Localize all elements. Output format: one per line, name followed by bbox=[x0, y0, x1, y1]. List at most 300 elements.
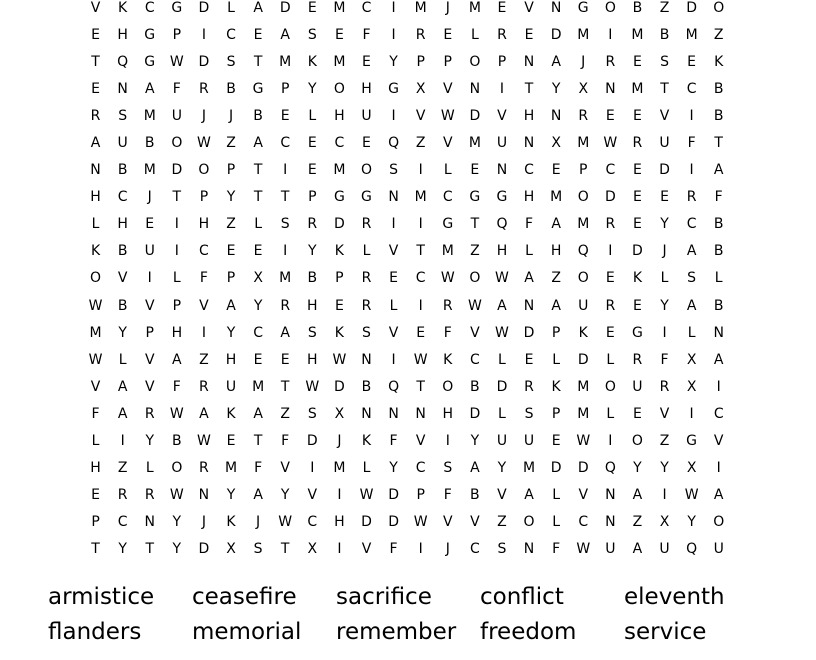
grid-letter[interactable]: Y bbox=[172, 541, 182, 558]
grid-letter[interactable]: A bbox=[686, 297, 697, 314]
grid-letter[interactable]: Z bbox=[659, 433, 670, 450]
grid-letter[interactable]: N bbox=[523, 135, 535, 152]
grid-letter[interactable]: E bbox=[632, 162, 642, 179]
grid-letter[interactable]: C bbox=[117, 189, 128, 206]
grid-letter[interactable]: K bbox=[334, 243, 344, 260]
grid-letter[interactable]: L bbox=[525, 243, 533, 260]
grid-letter[interactable]: N bbox=[198, 487, 210, 504]
grid-letter[interactable]: F bbox=[525, 216, 534, 233]
grid-letter[interactable]: U bbox=[713, 541, 724, 558]
grid-letter[interactable]: V bbox=[713, 433, 724, 450]
grid-letter[interactable]: C bbox=[442, 189, 453, 206]
grid-letter[interactable]: R bbox=[361, 216, 372, 233]
grid-letter[interactable]: S bbox=[497, 541, 507, 558]
grid-letter[interactable]: H bbox=[198, 216, 210, 233]
grid-letter[interactable]: K bbox=[714, 53, 724, 70]
grid-letter[interactable]: M bbox=[414, 0, 427, 16]
grid-letter[interactable]: I bbox=[201, 26, 206, 43]
grid-letter[interactable]: W bbox=[305, 378, 320, 395]
grid-letter[interactable]: W bbox=[495, 270, 509, 287]
grid-letter[interactable]: X bbox=[307, 541, 318, 558]
grid-letter[interactable]: V bbox=[361, 541, 372, 558]
grid-letter[interactable]: Y bbox=[660, 460, 669, 477]
grid-letter[interactable]: I bbox=[283, 243, 288, 260]
grid-letter[interactable]: R bbox=[199, 80, 209, 97]
grid-letter[interactable]: N bbox=[605, 514, 616, 531]
grid-letter[interactable]: B bbox=[713, 80, 724, 97]
grid-letter[interactable]: L bbox=[362, 243, 371, 260]
grid-letter[interactable]: A bbox=[253, 487, 263, 504]
grid-letter[interactable]: Y bbox=[280, 487, 290, 504]
grid-letter[interactable]: E bbox=[334, 26, 344, 43]
grid-letter[interactable]: U bbox=[225, 378, 237, 395]
grid-letter[interactable]: V bbox=[144, 351, 155, 368]
grid-letter[interactable]: D bbox=[496, 378, 508, 395]
grid-letter[interactable]: P bbox=[199, 189, 209, 206]
grid-letter[interactable]: C bbox=[469, 351, 480, 368]
grid-letter[interactable]: E bbox=[443, 26, 453, 43]
grid-letter[interactable]: D bbox=[198, 541, 210, 558]
grid-letter[interactable]: J bbox=[445, 0, 450, 16]
grid-letter[interactable]: Y bbox=[172, 514, 182, 531]
grid-letter[interactable]: D bbox=[469, 107, 481, 124]
grid-letter[interactable]: H bbox=[550, 243, 562, 260]
grid-letter[interactable]: G bbox=[361, 189, 372, 206]
grid-letter[interactable]: E bbox=[470, 162, 480, 179]
grid-letter[interactable]: Y bbox=[660, 216, 669, 233]
grid-letter[interactable]: L bbox=[227, 0, 235, 16]
grid-letter[interactable]: L bbox=[498, 405, 506, 422]
grid-letter[interactable]: K bbox=[632, 270, 643, 287]
grid-letter[interactable]: W bbox=[169, 53, 184, 70]
grid-letter[interactable]: V bbox=[199, 297, 209, 314]
grid-letter[interactable]: R bbox=[632, 351, 643, 368]
grid-letter[interactable]: S bbox=[660, 53, 669, 70]
grid-letter[interactable]: R bbox=[144, 405, 155, 422]
grid-letter[interactable]: K bbox=[226, 514, 236, 531]
grid-letter[interactable]: S bbox=[307, 405, 317, 422]
grid-letter[interactable]: R bbox=[307, 216, 318, 233]
grid-letter[interactable]: D bbox=[361, 514, 372, 531]
grid-letter[interactable]: V bbox=[415, 107, 426, 124]
grid-letter[interactable]: Q bbox=[686, 541, 698, 558]
grid-letter[interactable]: V bbox=[659, 405, 670, 422]
grid-letter[interactable]: T bbox=[91, 53, 100, 70]
grid-letter[interactable]: I bbox=[147, 270, 152, 287]
grid-letter[interactable]: H bbox=[361, 80, 372, 97]
grid-letter[interactable]: C bbox=[686, 80, 697, 97]
grid-letter[interactable]: V bbox=[470, 324, 480, 341]
grid-letter[interactable]: V bbox=[415, 433, 426, 450]
grid-letter[interactable]: E bbox=[253, 351, 263, 368]
grid-letter[interactable]: M bbox=[577, 26, 590, 43]
grid-letter[interactable]: B bbox=[470, 487, 480, 504]
grid-letter[interactable]: S bbox=[362, 324, 371, 341]
grid-letter[interactable]: M bbox=[143, 162, 156, 179]
grid-letter[interactable]: Z bbox=[117, 460, 128, 477]
grid-letter[interactable]: S bbox=[307, 26, 317, 43]
grid-letter[interactable]: N bbox=[415, 405, 426, 422]
grid-letter[interactable]: T bbox=[253, 53, 263, 70]
grid-letter[interactable]: A bbox=[253, 0, 263, 16]
grid-letter[interactable]: Q bbox=[117, 53, 129, 70]
grid-letter[interactable]: H bbox=[307, 297, 318, 314]
grid-letter[interactable]: Y bbox=[145, 433, 155, 450]
grid-letter[interactable]: G bbox=[252, 80, 264, 97]
grid-letter[interactable]: R bbox=[361, 270, 372, 287]
grid-letter[interactable]: X bbox=[686, 351, 697, 368]
grid-letter[interactable]: X bbox=[659, 514, 670, 531]
grid-letter[interactable]: I bbox=[499, 80, 505, 97]
grid-letter[interactable]: R bbox=[497, 26, 507, 43]
grid-letter[interactable]: C bbox=[253, 324, 263, 341]
grid-letter[interactable]: W bbox=[332, 351, 347, 368]
grid-letter[interactable]: E bbox=[551, 162, 561, 179]
grid-letter[interactable]: S bbox=[280, 216, 290, 233]
grid-letter[interactable]: V bbox=[90, 0, 101, 16]
grid-letter[interactable]: R bbox=[442, 297, 453, 314]
grid-letter[interactable]: W bbox=[88, 297, 103, 314]
grid-letter[interactable]: D bbox=[388, 514, 399, 531]
grid-letter[interactable]: R bbox=[578, 107, 589, 124]
grid-letter[interactable]: M bbox=[143, 107, 156, 124]
grid-letter[interactable]: X bbox=[253, 270, 263, 287]
grid-letter[interactable]: M bbox=[631, 26, 644, 43]
grid-letter[interactable]: P bbox=[443, 53, 452, 70]
grid-letter[interactable]: A bbox=[117, 405, 128, 422]
grid-letter[interactable]: R bbox=[117, 487, 128, 504]
grid-letter[interactable]: E bbox=[91, 487, 100, 504]
grid-letter[interactable]: U bbox=[361, 107, 372, 124]
grid-letter[interactable]: V bbox=[307, 487, 318, 504]
grid-letter[interactable]: E bbox=[605, 107, 615, 124]
grid-letter[interactable]: T bbox=[145, 541, 155, 558]
grid-letter[interactable]: D bbox=[198, 53, 210, 70]
grid-letter[interactable]: I bbox=[689, 107, 694, 124]
grid-letter[interactable]: A bbox=[524, 270, 534, 287]
grid-letter[interactable]: R bbox=[605, 297, 616, 314]
grid-letter[interactable]: N bbox=[388, 189, 399, 206]
grid-letter[interactable]: I bbox=[337, 487, 342, 504]
grid-letter[interactable]: Z bbox=[415, 135, 426, 152]
grid-letter[interactable]: A bbox=[253, 135, 263, 152]
grid-letter[interactable]: I bbox=[418, 297, 423, 314]
grid-letter[interactable]: H bbox=[117, 216, 128, 233]
grid-letter[interactable]: A bbox=[551, 216, 561, 233]
grid-letter[interactable]: Q bbox=[577, 243, 589, 260]
grid-letter[interactable]: X bbox=[686, 378, 697, 395]
grid-letter[interactable]: O bbox=[713, 0, 725, 16]
grid-letter[interactable]: B bbox=[307, 270, 318, 287]
grid-letter[interactable]: W bbox=[576, 433, 591, 450]
grid-letter[interactable]: P bbox=[579, 162, 588, 179]
grid-letter[interactable]: C bbox=[415, 460, 426, 477]
grid-letter[interactable]: L bbox=[606, 405, 615, 422]
grid-letter[interactable]: C bbox=[605, 162, 616, 179]
grid-letter[interactable]: M bbox=[89, 324, 102, 341]
grid-letter[interactable]: J bbox=[201, 514, 206, 531]
grid-letter[interactable]: R bbox=[280, 297, 291, 314]
grid-letter[interactable]: N bbox=[469, 80, 481, 97]
grid-letter[interactable]: X bbox=[415, 80, 426, 97]
grid-letter[interactable]: Z bbox=[632, 514, 643, 531]
grid-letter[interactable]: D bbox=[171, 162, 183, 179]
grid-letter[interactable]: O bbox=[90, 270, 102, 287]
grid-letter[interactable]: L bbox=[552, 487, 561, 504]
grid-letter[interactable]: B bbox=[226, 80, 236, 97]
grid-letter[interactable]: W bbox=[169, 487, 184, 504]
grid-letter[interactable]: Y bbox=[389, 53, 398, 70]
grid-letter[interactable]: M bbox=[279, 270, 292, 287]
grid-letter[interactable]: Z bbox=[226, 216, 236, 233]
grid-letter[interactable]: A bbox=[470, 460, 480, 477]
grid-letter[interactable]: B bbox=[713, 107, 724, 124]
grid-letter[interactable]: E bbox=[632, 297, 642, 314]
grid-letter[interactable]: A bbox=[524, 487, 534, 504]
grid-letter[interactable]: S bbox=[443, 460, 453, 477]
grid-letter[interactable]: D bbox=[577, 351, 589, 368]
grid-letter[interactable]: N bbox=[523, 541, 535, 558]
grid-letter[interactable]: O bbox=[604, 0, 616, 16]
grid-letter[interactable]: E bbox=[687, 53, 697, 70]
grid-letter[interactable]: D bbox=[577, 460, 589, 477]
grid-letter[interactable]: A bbox=[632, 487, 643, 504]
grid-letter[interactable]: Q bbox=[604, 460, 616, 477]
grid-letter[interactable]: G bbox=[144, 26, 156, 43]
grid-letter[interactable]: M bbox=[333, 0, 346, 16]
grid-letter[interactable]: O bbox=[333, 80, 345, 97]
grid-letter[interactable]: E bbox=[91, 26, 100, 43]
grid-letter[interactable]: V bbox=[442, 135, 453, 152]
grid-letter[interactable]: Y bbox=[253, 297, 263, 314]
grid-letter[interactable]: H bbox=[334, 514, 345, 531]
grid-letter[interactable]: E bbox=[524, 26, 534, 43]
grid-letter[interactable]: L bbox=[552, 351, 561, 368]
grid-letter[interactable]: C bbox=[415, 270, 426, 287]
grid-letter[interactable]: F bbox=[443, 324, 452, 341]
grid-letter[interactable]: E bbox=[280, 107, 290, 124]
grid-letter[interactable]: K bbox=[551, 378, 561, 395]
grid-letter[interactable]: Y bbox=[660, 297, 669, 314]
grid-letter[interactable]: F bbox=[389, 433, 398, 450]
grid-letter[interactable]: E bbox=[307, 0, 317, 16]
grid-letter[interactable]: Y bbox=[470, 433, 480, 450]
grid-letter[interactable]: W bbox=[603, 135, 618, 152]
grid-letter[interactable]: D bbox=[550, 26, 562, 43]
grid-letter[interactable]: M bbox=[333, 162, 346, 179]
grid-letter[interactable]: F bbox=[172, 378, 181, 395]
grid-letter[interactable]: O bbox=[577, 189, 589, 206]
grid-letter[interactable]: V bbox=[388, 243, 399, 260]
grid-letter[interactable]: W bbox=[440, 107, 455, 124]
grid-letter[interactable]: E bbox=[362, 53, 371, 70]
grid-letter[interactable]: W bbox=[467, 297, 482, 314]
grid-letter[interactable]: R bbox=[144, 487, 155, 504]
grid-letter[interactable]: F bbox=[281, 433, 290, 450]
grid-letter[interactable]: G bbox=[577, 0, 589, 16]
grid-letter[interactable]: O bbox=[198, 162, 210, 179]
grid-letter[interactable]: H bbox=[171, 324, 183, 341]
grid-letter[interactable]: W bbox=[88, 351, 103, 368]
grid-letter[interactable]: M bbox=[468, 0, 481, 16]
grid-letter[interactable]: C bbox=[117, 514, 128, 531]
grid-letter[interactable]: C bbox=[334, 135, 345, 152]
grid-letter[interactable]: M bbox=[279, 53, 292, 70]
grid-letter[interactable]: W bbox=[440, 270, 455, 287]
grid-letter[interactable]: M bbox=[333, 53, 346, 70]
grid-letter[interactable]: Y bbox=[497, 460, 507, 477]
grid-letter[interactable]: X bbox=[578, 80, 589, 97]
grid-letter[interactable]: X bbox=[551, 135, 561, 152]
grid-letter[interactable]: N bbox=[605, 487, 616, 504]
grid-letter[interactable]: D bbox=[632, 243, 643, 260]
grid-letter[interactable]: N bbox=[361, 351, 372, 368]
grid-letter[interactable]: L bbox=[91, 433, 100, 450]
grid-letter[interactable]: S bbox=[389, 162, 399, 179]
grid-letter[interactable]: G bbox=[631, 324, 643, 341]
grid-letter[interactable]: E bbox=[226, 433, 236, 450]
grid-letter[interactable]: I bbox=[391, 216, 396, 233]
grid-letter[interactable]: W bbox=[576, 541, 591, 558]
grid-letter[interactable]: U bbox=[496, 135, 508, 152]
grid-letter[interactable]: D bbox=[686, 0, 697, 16]
grid-letter[interactable]: C bbox=[469, 541, 480, 558]
grid-letter[interactable]: R bbox=[524, 378, 534, 395]
grid-letter[interactable]: F bbox=[687, 135, 696, 152]
grid-letter[interactable]: V bbox=[442, 514, 453, 531]
grid-letter[interactable]: Z bbox=[659, 0, 670, 16]
grid-letter[interactable]: E bbox=[253, 26, 263, 43]
grid-letter[interactable]: V bbox=[388, 324, 399, 341]
grid-letter[interactable]: M bbox=[224, 460, 238, 477]
grid-letter[interactable]: X bbox=[226, 541, 236, 558]
grid-letter[interactable]: V bbox=[524, 0, 534, 16]
grid-letter[interactable]: E bbox=[416, 324, 426, 341]
grid-letter[interactable]: J bbox=[256, 514, 261, 531]
grid-letter[interactable]: I bbox=[418, 162, 423, 179]
grid-letter[interactable]: P bbox=[226, 270, 236, 287]
grid-letter[interactable]: H bbox=[523, 107, 535, 124]
grid-letter[interactable]: R bbox=[199, 378, 209, 395]
grid-letter[interactable]: D bbox=[550, 460, 562, 477]
grid-letter[interactable]: J bbox=[337, 433, 342, 450]
grid-letter[interactable]: Z bbox=[497, 514, 507, 531]
grid-letter[interactable]: H bbox=[307, 351, 318, 368]
grid-letter[interactable]: A bbox=[551, 297, 561, 314]
grid-letter[interactable]: I bbox=[608, 433, 613, 450]
grid-letter[interactable]: P bbox=[551, 324, 561, 341]
grid-letter[interactable]: I bbox=[716, 378, 721, 395]
grid-letter[interactable]: S bbox=[307, 324, 317, 341]
grid-letter[interactable]: T bbox=[416, 378, 425, 395]
grid-letter[interactable]: A bbox=[90, 135, 101, 152]
grid-letter[interactable]: P bbox=[497, 53, 507, 70]
grid-letter[interactable]: M bbox=[441, 243, 454, 260]
grid-letter[interactable]: H bbox=[90, 189, 101, 206]
grid-letter[interactable]: M bbox=[577, 405, 590, 422]
grid-letter[interactable]: W bbox=[495, 324, 509, 341]
grid-letter[interactable]: L bbox=[254, 216, 263, 233]
grid-letter[interactable]: Y bbox=[226, 189, 236, 206]
grid-letter[interactable]: N bbox=[713, 324, 724, 341]
grid-letter[interactable]: Z bbox=[470, 243, 480, 260]
grid-letter[interactable]: T bbox=[91, 541, 100, 558]
grid-letter[interactable]: C bbox=[307, 514, 318, 531]
grid-letter[interactable]: B bbox=[470, 378, 480, 395]
grid-letter[interactable]: E bbox=[91, 80, 100, 97]
grid-letter[interactable]: T bbox=[253, 162, 263, 179]
grid-letter[interactable]: A bbox=[713, 351, 724, 368]
grid-letter[interactable]: I bbox=[391, 107, 396, 124]
grid-letter[interactable]: D bbox=[306, 433, 318, 450]
grid-letter[interactable]: F bbox=[199, 270, 208, 287]
grid-letter[interactable]: D bbox=[469, 405, 481, 422]
grid-letter[interactable]: K bbox=[361, 433, 372, 450]
grid-letter[interactable]: J bbox=[662, 243, 667, 260]
grid-letter[interactable]: F bbox=[389, 541, 398, 558]
grid-letter[interactable]: T bbox=[280, 378, 290, 395]
grid-letter[interactable]: E bbox=[145, 216, 155, 233]
grid-letter[interactable]: B bbox=[659, 26, 670, 43]
grid-letter[interactable]: R bbox=[605, 216, 616, 233]
grid-letter[interactable]: T bbox=[416, 243, 425, 260]
grid-letter[interactable]: I bbox=[391, 0, 396, 16]
grid-letter[interactable]: O bbox=[523, 514, 535, 531]
grid-letter[interactable]: L bbox=[660, 270, 669, 287]
grid-letter[interactable]: V bbox=[442, 80, 453, 97]
grid-letter[interactable]: O bbox=[442, 378, 454, 395]
grid-letter[interactable]: Y bbox=[118, 324, 127, 341]
grid-letter[interactable]: Z bbox=[226, 135, 236, 152]
grid-letter[interactable]: Q bbox=[388, 378, 400, 395]
grid-letter[interactable]: I bbox=[608, 26, 613, 43]
grid-letter[interactable]: E bbox=[632, 53, 642, 70]
grid-letter[interactable]: H bbox=[442, 405, 454, 422]
grid-letter[interactable]: I bbox=[689, 162, 694, 179]
grid-letter[interactable]: N bbox=[117, 80, 128, 97]
grid-letter[interactable]: O bbox=[469, 270, 481, 287]
grid-letter[interactable]: F bbox=[443, 487, 452, 504]
grid-letter[interactable]: P bbox=[551, 405, 561, 422]
grid-letter[interactable]: J bbox=[201, 107, 206, 124]
grid-letter[interactable]: E bbox=[660, 189, 669, 206]
grid-letter[interactable]: V bbox=[497, 107, 507, 124]
grid-letter[interactable]: D bbox=[388, 487, 399, 504]
grid-letter[interactable]: H bbox=[334, 107, 345, 124]
grid-letter[interactable]: D bbox=[659, 162, 670, 179]
grid-letter[interactable]: E bbox=[362, 135, 371, 152]
grid-letter[interactable]: R bbox=[659, 378, 670, 395]
grid-letter[interactable]: U bbox=[605, 541, 616, 558]
grid-letter[interactable]: I bbox=[174, 216, 179, 233]
grid-letter[interactable]: Y bbox=[118, 541, 127, 558]
grid-letter[interactable]: T bbox=[172, 189, 182, 206]
grid-letter[interactable]: S bbox=[524, 405, 534, 422]
grid-letter[interactable]: O bbox=[604, 378, 616, 395]
grid-letter[interactable]: B bbox=[253, 107, 263, 124]
grid-letter[interactable]: I bbox=[174, 243, 179, 260]
grid-letter[interactable]: E bbox=[632, 405, 642, 422]
grid-letter[interactable]: Y bbox=[226, 324, 236, 341]
grid-letter[interactable]: M bbox=[523, 460, 536, 477]
grid-letter[interactable]: I bbox=[201, 324, 206, 341]
grid-letter[interactable]: C bbox=[578, 514, 589, 531]
grid-letter[interactable]: L bbox=[552, 514, 561, 531]
grid-letter[interactable]: C bbox=[361, 0, 372, 16]
grid-letter[interactable]: A bbox=[117, 378, 128, 395]
grid-letter[interactable]: R bbox=[415, 26, 426, 43]
grid-letter[interactable]: P bbox=[91, 514, 100, 531]
